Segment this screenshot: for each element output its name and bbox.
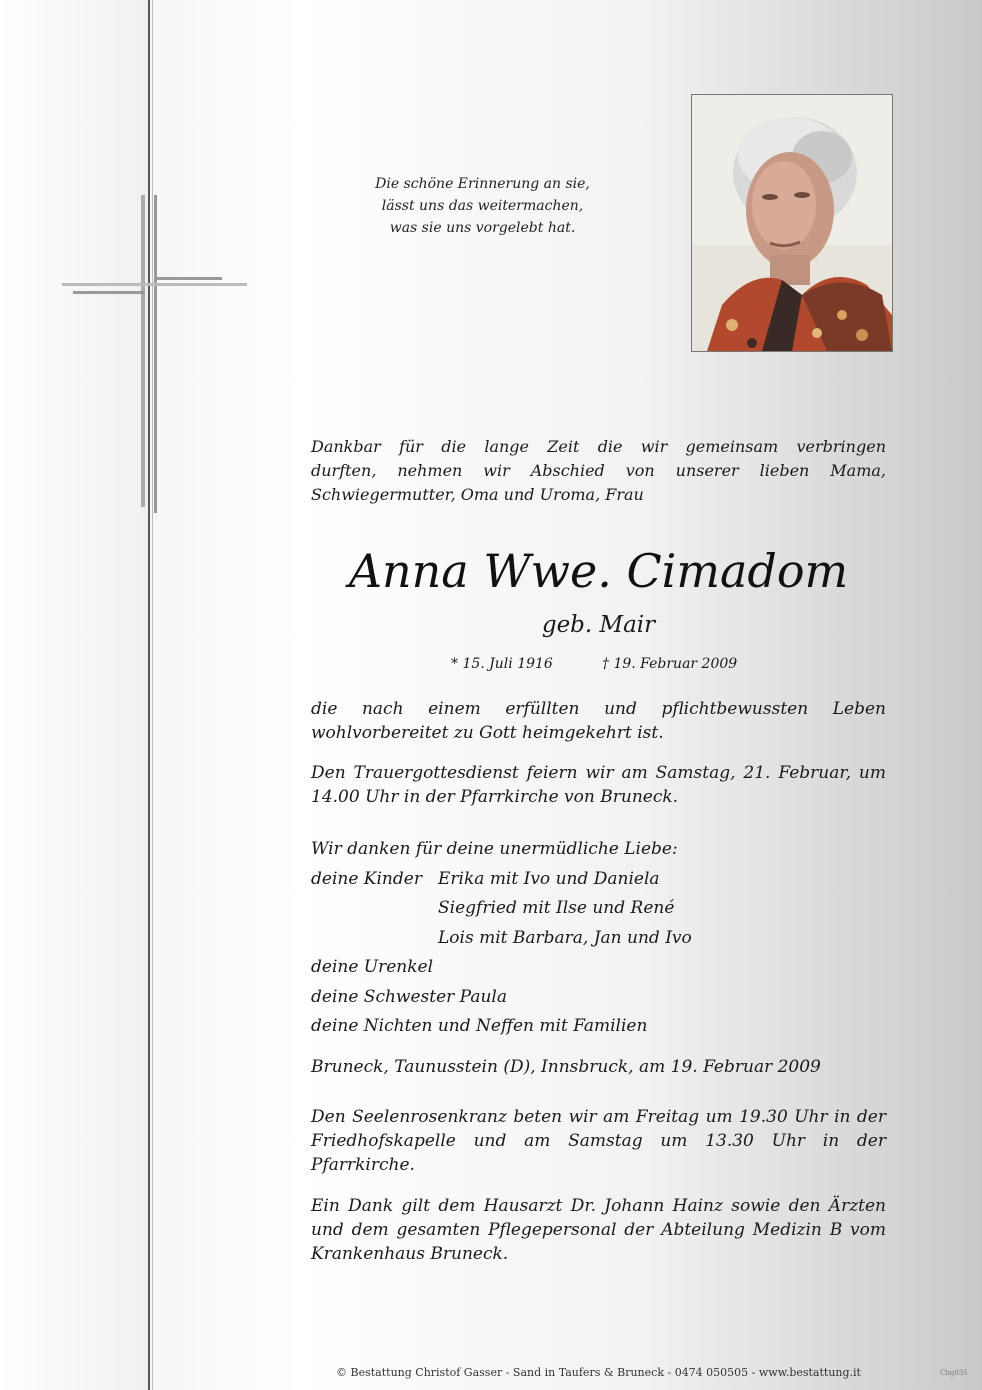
paragraph-acknowledgement (311, 1194, 886, 1266)
child-entry: Siegfried mit Ilse und René (438, 898, 675, 918)
intro-line: Schwiegermutter, Oma und Uroma, Frau (311, 485, 644, 504)
portrait-illustration (692, 95, 892, 351)
paragraph-line: Den Trauergottesdienst feiern wir am Samstag, 21. Februar, um (311, 763, 886, 783)
mourner-entry: deine Nichten und Neffen mit Familien (311, 1016, 648, 1036)
left-panel (0, 0, 148, 1390)
vertical-rule (148, 0, 150, 1390)
children-label: deine Kinder (311, 868, 422, 889)
paragraph-line: 14.00 Uhr in der Pfarrkirche von Bruneck. (311, 787, 679, 807)
portrait-photo-icon (691, 94, 893, 352)
paragraph-rosary (311, 1105, 886, 1177)
verse-line: was sie uns vorgelebt hat. (389, 220, 576, 236)
vertical-rule-thin (152, 0, 153, 1390)
mourners-list (311, 835, 886, 1042)
paragraph-funeral-service (311, 761, 886, 809)
deceased-name: Anna Wwe. Cimadom (348, 544, 849, 598)
maiden-name: geb. Mair (541, 612, 656, 638)
paragraph-line: die nach einem erfüllten und pflichtbewussten Leben (311, 699, 886, 719)
paragraph-line: Friedhofskapelle und am Samstag um 13.30 Uhr in der (311, 1131, 886, 1151)
paragraph-return-to-god (311, 697, 886, 745)
intro-line: Dankbar für die lange Zeit die wir gemeinsam verbringen (311, 437, 886, 456)
paragraph-line: wohlvorbereitet zu Gott heimgekehrt ist. (311, 723, 664, 743)
paragraph-line: Pfarrkirche. (311, 1155, 415, 1175)
birth-date: * 15. Juli 1916 (451, 656, 553, 672)
memorial-verse (345, 173, 620, 239)
footer-credit: © Bestattung Christof Gasser - Sand in Taufers & Bruneck - 0474 050505 - www.bestattung.it (336, 1366, 861, 1379)
paragraph-line: Krankenhaus Bruneck. (311, 1244, 509, 1264)
child-entry: Erika mit Ivo und Daniela (438, 868, 660, 889)
intro-line: durften, nehmen wir Abschied von unserer lieben Mama, (311, 461, 886, 480)
template-code: Cbg035 (940, 1369, 968, 1377)
death-date: † 19. Februar 2009 (602, 656, 738, 672)
cross-bar-horizontal-3 (157, 277, 222, 280)
cross-bar-vertical-2 (154, 195, 157, 513)
children-row (311, 865, 886, 895)
cross-bar-vertical (141, 195, 145, 507)
mourner-entry: deine Urenkel (311, 957, 434, 977)
children-row (311, 894, 886, 924)
thanks-heading: Wir danken für deine unermüdliche Liebe: (311, 839, 678, 859)
verse-line: lässt uns das weitermachen, (381, 198, 584, 214)
paragraph-line: Den Seelenrosenkranz beten wir am Freitag um 19.30 Uhr in der (311, 1107, 886, 1127)
intro-text (311, 435, 886, 507)
verse-line: Die schöne Erinnerung an sie, (375, 176, 590, 192)
mourner-entry: deine Schwester Paula (311, 986, 507, 1007)
child-entry: Lois mit Barbara, Jan und Ivo (438, 927, 692, 948)
cross-bar-horizontal (62, 283, 247, 286)
cross-bar-horizontal-2 (73, 291, 145, 294)
place-date (311, 1055, 886, 1079)
paragraph-line: Ein Dank gilt dem Hausarzt Dr. Johann Hainz sowie den Ärzten (311, 1196, 886, 1216)
place-date-line: Bruneck, Taunusstein (D), Innsbruck, am 19. Februar 2009 (311, 1057, 821, 1077)
paragraph-line: und dem gesamten Pflegepersonal der Abteilung Medizin B vom (311, 1220, 886, 1240)
children-row (311, 924, 886, 954)
